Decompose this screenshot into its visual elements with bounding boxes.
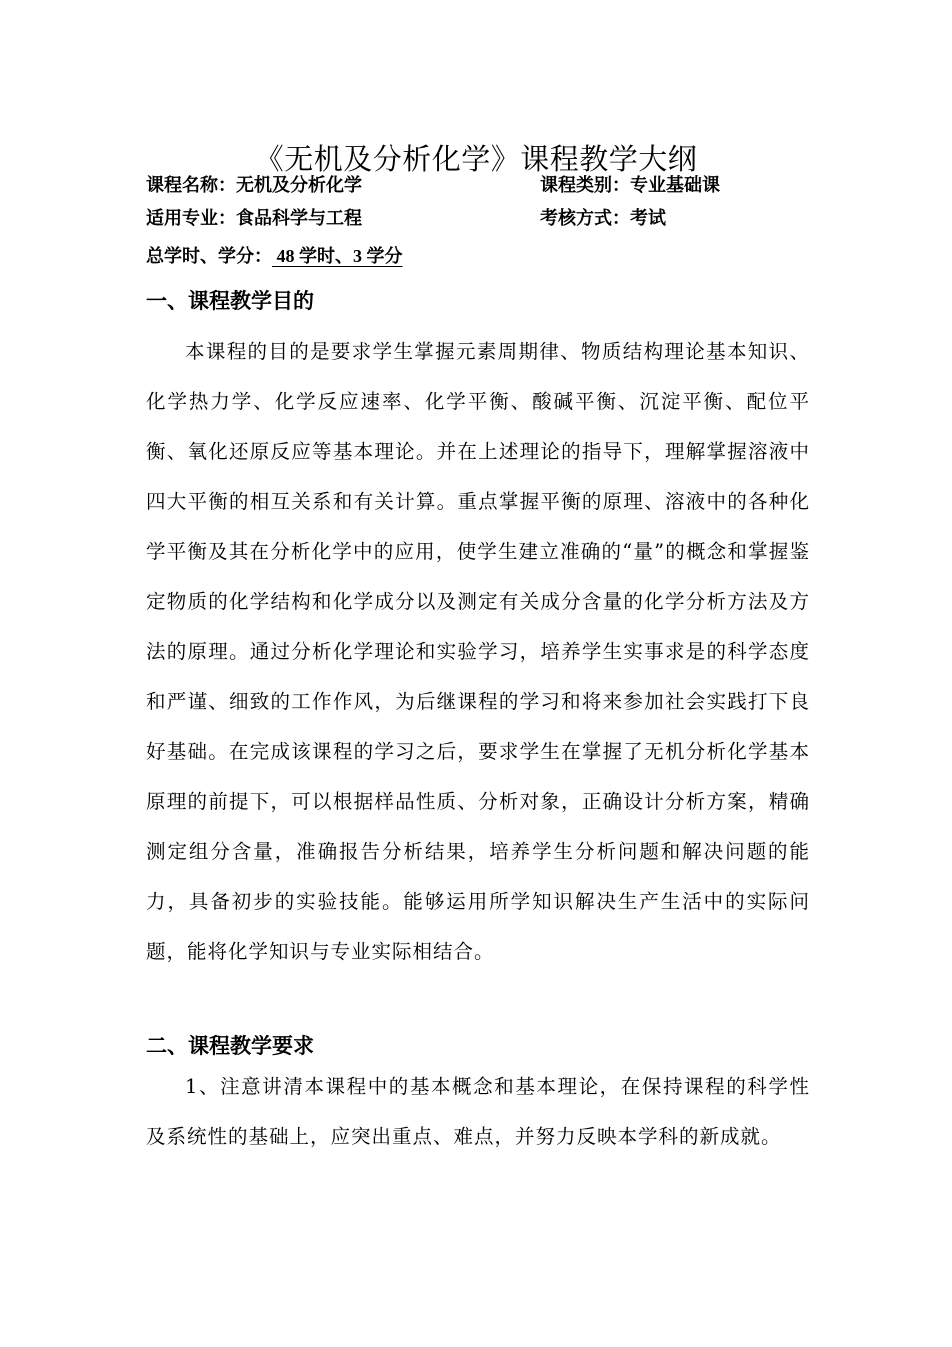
course-type-value: 专业基础课 xyxy=(630,175,720,196)
section-heading-requirements: 二、课程教学要求 xyxy=(146,1034,314,1058)
document-title: 《无机及分析化学》课程教学大纲 xyxy=(254,142,698,177)
section-paragraph-purpose: 本课程的目的是要求学生掌握元素周期律、物质结构理论基本知识、化学热力学、化学反应速率、化学平衡、酸碱平衡、沉淀平衡、配位平衡、氧化还原反应等基本理论。并在上述理论的指导下，理解掌握溶液中四大平衡的相互关系和有关计算。重点掌握平衡的原理、溶液中的各种化学平衡及其在分析化学中的应用，使学生建立准确的“量”的概念和掌握鉴定物质的化学结构和化学成分以及测定有关成分含量的化学分析方法及方法的原理。通过分析化学理论和实验学习，培养学生实事求是的科学态度和严谨、细致的工作作风，为后继课程的学习和将来参加社会实践打下良好基础。在完成该课程的学习之后，要求学生在掌握了无机分析化学基本原理的前提下，可以根据样品性质、分析对象，正确设计分析方案，精确测定组分含量，准确报告分析结果，培养学生分析问题和解决问题的能力，具备初步的实验技能。能够运用所学知识解决生产生活中的实际问题，能将化学知识与专业实际相结合。 xyxy=(146,340,810,963)
section-heading-purpose: 一、课程教学目的 xyxy=(146,289,314,313)
course-name-field xyxy=(146,173,362,199)
course-name-value: 无机及分析化学 xyxy=(236,175,362,196)
section-paragraph-requirements: 1、注意讲清本课程中的基本概念和基本理论，在保持课程的科学性及系统性的基础上，应突出重点、难点，并努力反映本学科的新成就。 xyxy=(146,1075,810,1148)
assessment-value: 考试 xyxy=(630,208,666,229)
course-name-label: 课程名称： xyxy=(146,175,236,196)
major-value: 食品科学与工程 xyxy=(236,208,362,229)
hours-credits-value: 48 学时、3 学分 xyxy=(272,246,403,266)
hours-credits-field xyxy=(146,243,403,270)
assessment-label: 考核方式： xyxy=(540,208,630,229)
hours-credits-label: 总学时、学分： xyxy=(146,246,272,267)
course-type-field xyxy=(540,173,720,199)
course-type-label: 课程类别： xyxy=(540,175,630,196)
major-field xyxy=(146,206,362,232)
major-label: 适用专业： xyxy=(146,208,236,229)
assessment-field xyxy=(540,206,666,232)
